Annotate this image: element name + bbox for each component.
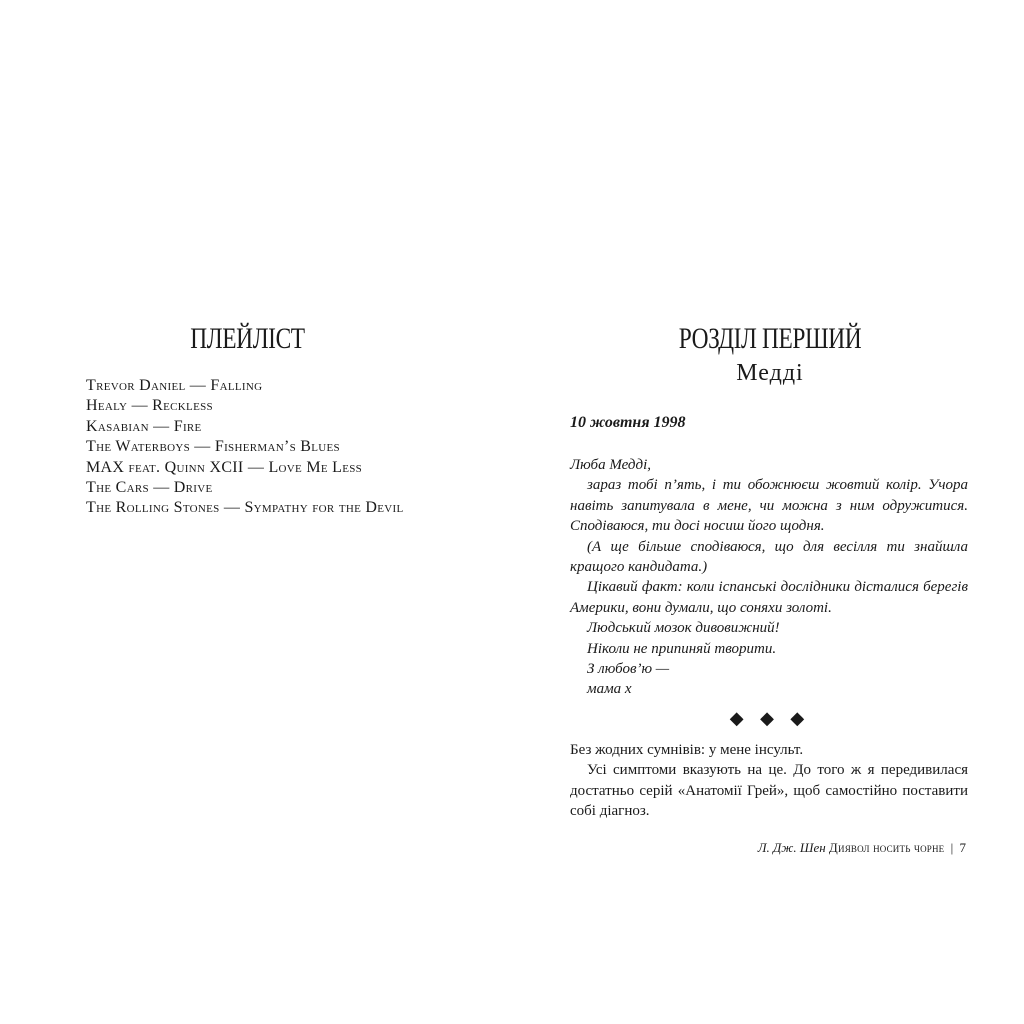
letter-date: 10 жовтня 1998 (570, 414, 686, 431)
playlist-item: Trevor Daniel — Falling (86, 377, 263, 394)
playlist-item: The Waterboys — Fisherman’s Blues (86, 438, 340, 456)
page-number: 7 (959, 840, 966, 855)
running-footer (758, 840, 966, 856)
prose-paragraph: Без жодних сумнівів: у мене інсульт. (570, 742, 804, 758)
letter-salutation: Люба Медді, (570, 457, 651, 473)
playlist-item: The Cars — Drive (86, 479, 213, 497)
playlist-item: Kasabian — Fire (86, 417, 202, 435)
diamond-ornament-icon: ◆ (790, 708, 811, 728)
diamond-ornament-icon: ◆ (760, 708, 780, 728)
letter-signature: мама х (587, 681, 632, 698)
playlist (86, 376, 404, 519)
letter-paragraph: Ніколи не припиняй творити. (587, 640, 777, 657)
playlist-item: MAX feat. Quinn XCII — Love Me Less (86, 458, 363, 476)
letter-closing: З любов’ю — (587, 661, 670, 678)
right-page (512, 0, 1024, 1024)
letter (570, 455, 968, 700)
footer-separator: | (950, 840, 954, 855)
playlist-item: The Rolling Stones — Sympathy for the Devil (86, 499, 404, 517)
playlist-title: ПЛЕЙЛІСТ (190, 322, 305, 355)
letter-paragraph: (А ще більше сподіваюся, що для весілля ти знайшла кращого кандидата.) (570, 538, 968, 576)
prose (570, 740, 968, 822)
prose-paragraph: Усі симптоми вказують на це. До того ж я передивилася достатньо серій «Анатомії Грей», щоб самостійно поставити собі діагноз. (570, 762, 968, 820)
section-divider (570, 708, 970, 729)
diamond-ornament-icon: ◆ (729, 708, 750, 728)
playlist-item: Healy — Reckless (86, 397, 213, 415)
letter-paragraph: зараз тобі п’ять, і ти обожнюєш жовтий колір. Учора навіть запитувала в мене, чи можна з ним одружитися. Сподіваюся, ти досі носиш його щодня. (570, 477, 968, 535)
footer-author: Л. Дж. Шен (757, 840, 826, 855)
chapter-subtitle: Медді (736, 360, 804, 386)
chapter-title: РОЗДІЛ ПЕРШИЙ (678, 322, 862, 355)
letter-paragraph: Людський мозок дивовижний! (587, 620, 780, 637)
footer-book-title: Диявол носить чорне (828, 840, 945, 855)
letter-paragraph: Цікавий факт: коли іспанські дослідники дісталися берегів Америки, вони думали, що соняхи золоті. (570, 579, 968, 616)
